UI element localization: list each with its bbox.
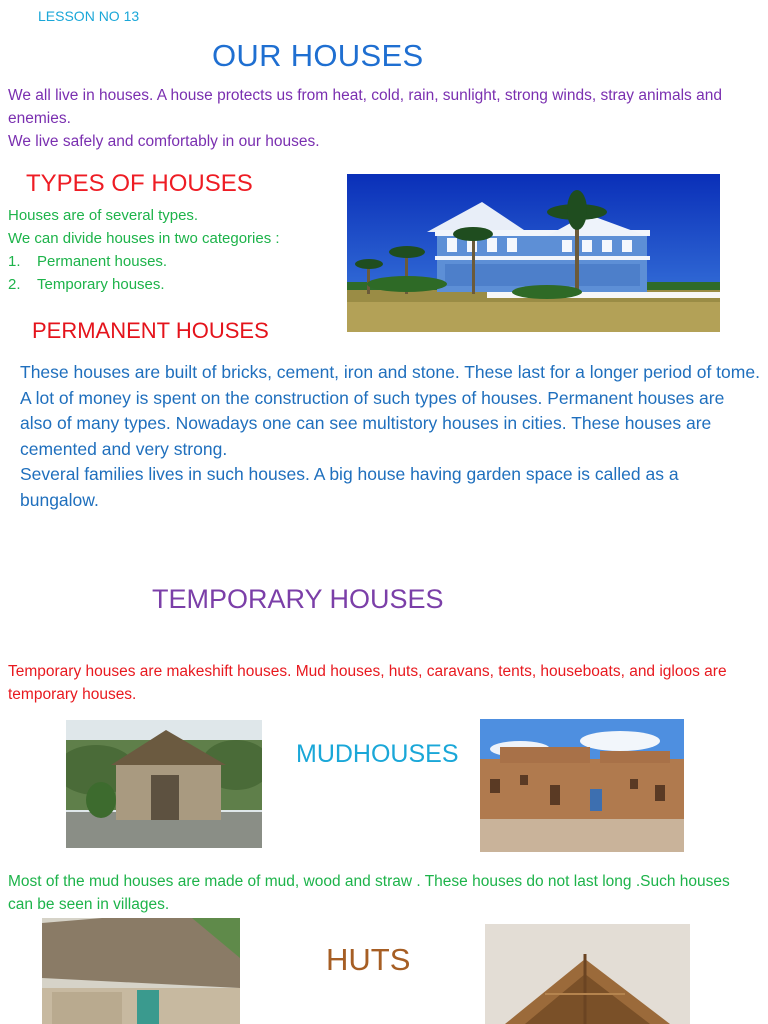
lesson-label: LESSON NO 13: [38, 8, 140, 24]
huts-heading: HUTS: [326, 942, 411, 977]
straw-hut-photo: [485, 924, 690, 1024]
temporary-paragraph: Temporary houses are makeshift houses. Mud houses, huts, caravans, tents, houseboats, and igloos are temporary houses.: [8, 663, 727, 703]
types-heading: TYPES OF HOUSES: [26, 170, 253, 197]
intro-line-2: We live safely and comfortably in our houses.: [8, 133, 320, 150]
permanent-para-2: Several families lives in such houses. A big house having garden space is called as a bungalow.: [20, 464, 679, 510]
page-title: OUR HOUSES: [212, 38, 424, 73]
types-line-2: We can divide houses in two categories :: [8, 230, 280, 247]
types-list: [8, 204, 338, 296]
permanent-para-1: These houses are built of bricks, cement, iron and stone. These last for a longer period of tome. A lot of money is spent on the construction of such types of houses. Permanent houses are also of many types. Nowadays one can see multistory houses in cities. These houses are cemented and very strong.: [20, 362, 760, 459]
list-number: 2.: [8, 276, 21, 293]
list-text: Temporary houses.: [37, 276, 165, 293]
thatched-hut-photo: [42, 918, 240, 1024]
permanent-heading: PERMANENT HOUSES: [32, 318, 269, 343]
list-item: [8, 273, 338, 296]
mudhouses-heading: MUDHOUSES: [296, 740, 459, 768]
mudhouses-paragraph: Most of the mud houses are made of mud, wood and straw . These houses do not last long .Such houses can be seen in villages.: [8, 873, 730, 913]
intro-paragraph: [8, 84, 758, 153]
intro-line-1: We all live in houses. A house protects us from heat, cold, rain, sunlight, strong winds, stray animals and enemies.: [8, 87, 722, 127]
adobe-house-photo: [480, 719, 684, 852]
temporary-heading: TEMPORARY HOUSES: [152, 584, 444, 614]
permanent-paragraph: [20, 360, 760, 513]
list-text: Permanent houses.: [37, 253, 168, 270]
types-line-1: Houses are of several types.: [8, 207, 199, 224]
list-number: 1.: [8, 253, 21, 270]
mud-hut-photo: [66, 720, 262, 848]
list-item: [8, 250, 338, 273]
bungalow-photo: [347, 174, 720, 332]
